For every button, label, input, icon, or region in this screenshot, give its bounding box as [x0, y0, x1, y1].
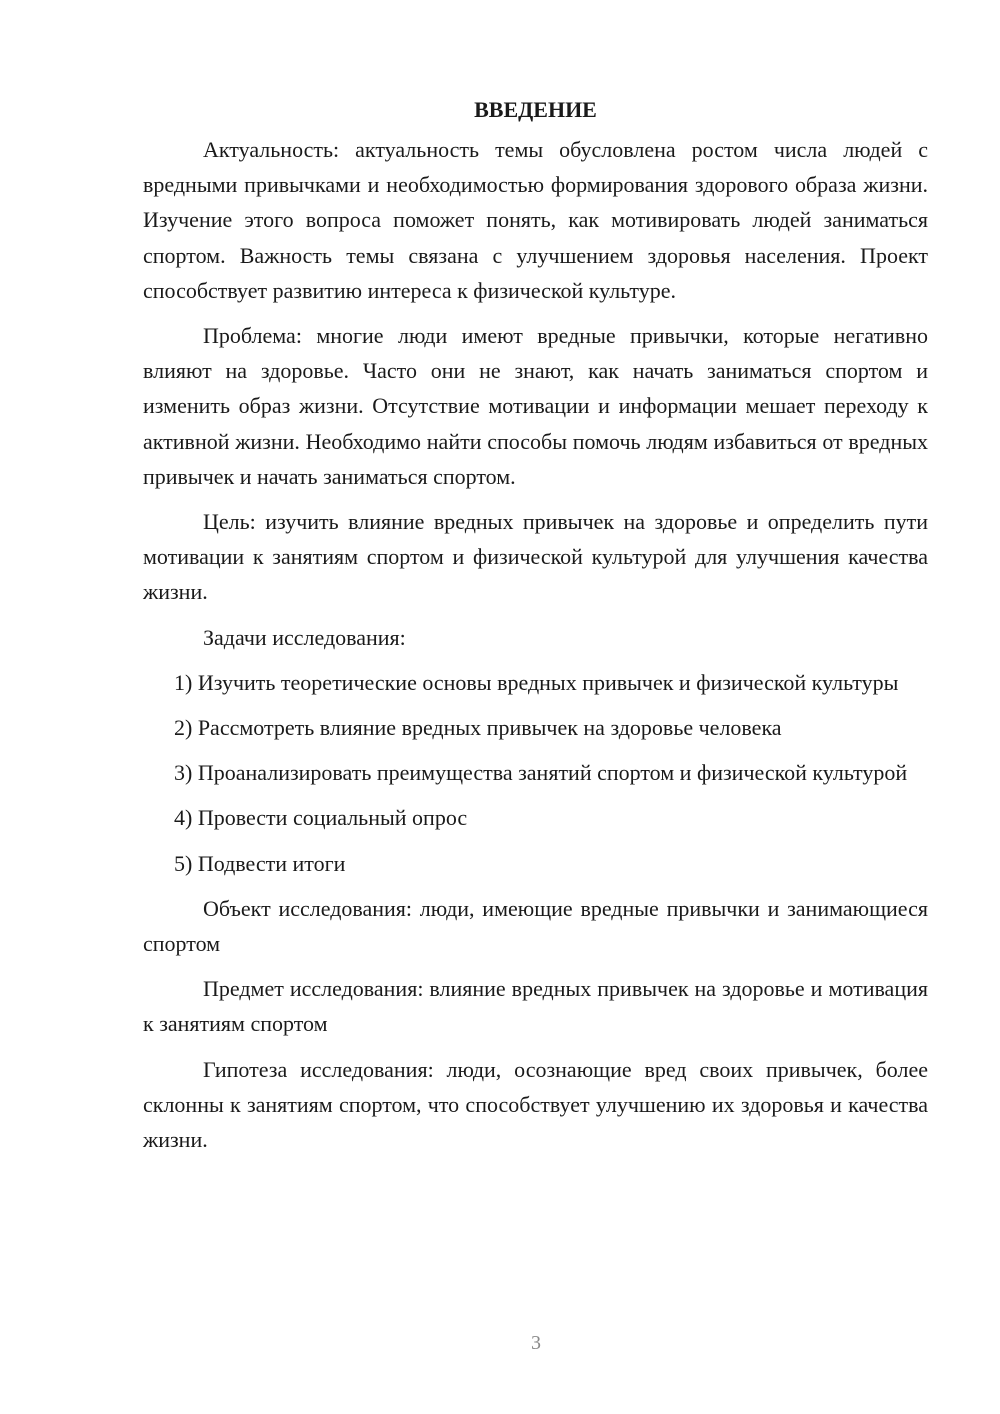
task-item: 1) Изучить теоретические основы вредных привычек и физической культуры	[174, 669, 899, 695]
page-number: 3	[531, 1332, 541, 1354]
tasks-heading: Задачи исследования:	[203, 624, 406, 650]
task-item: 5) Подвести итоги	[174, 850, 346, 876]
relevance-paragraph: Актуальность: актуальность темы обусловлена ростом числа людей с вредными привычками и необходимостью формирования здорового образа жизни. Изучение этого вопроса поможет понять, как мотивировать людей заниматься спортом. Важность темы связана с улучшением здоровья населения. Проект способствует развитию интереса к физической культуре.	[143, 137, 928, 303]
hypothesis-paragraph: Гипотеза исследования: люди, осознающие вред своих привычек, более склонны к занятиям спортом, что способствует улучшению их здоровья и качества жизни.	[143, 1056, 928, 1153]
subject-paragraph: Предмет исследования: влияние вредных привычек на здоровье и мотивация к занятиям спортом	[143, 976, 928, 1037]
task-item: 2) Рассмотреть влияние вредных привычек на здоровье человека	[174, 715, 782, 741]
task-item: 3) Проанализировать преимущества занятий спортом и физической культурой	[174, 760, 908, 786]
goal-paragraph: Цель: изучить влияние вредных привычек на здоровье и определить пути мотивации к занятиям спортом и физической культурой для улучшения качества жизни.	[143, 509, 928, 605]
task-item: 4) Провести социальный опрос	[174, 805, 468, 831]
section-title: ВВЕДЕНИЕ	[474, 97, 597, 122]
tasks-list	[143, 665, 928, 881]
document-page	[143, 92, 928, 1167]
object-paragraph: Объект исследования: люди, имеющие вредные привычки и занимающиеся спортом	[143, 895, 928, 957]
problem-paragraph: Проблема: многие люди имеют вредные привычки, которые негативно влияют на здоровье. Часто они не знают, как начать заниматься спортом и изменить образ жизни. Отсутствие мотивации и информации мешает переходу к активной жизни. Необходимо найти способы помочь людям избавиться от вредных привычек и начать заниматься спортом.	[143, 323, 928, 489]
